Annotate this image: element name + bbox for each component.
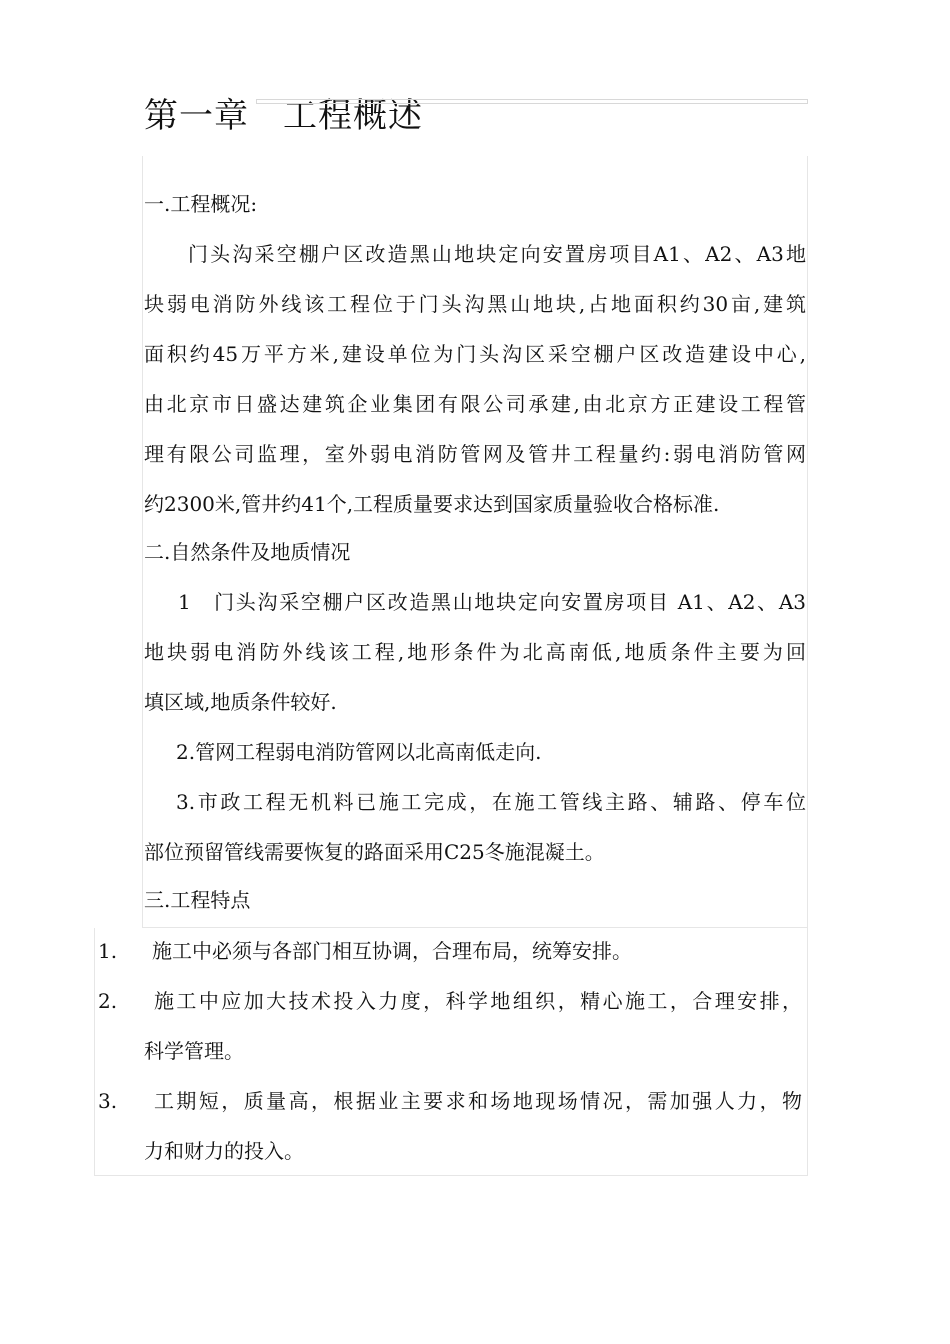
overview-line-5: 理有限公司监理，室外弱电消防管网及管井工程量约:弱电消防管网 — [144, 442, 806, 466]
feature-3-line-1: 工期短，质量高，根据业主要求和场地现场情况，需加强人力，物 — [154, 1089, 802, 1113]
conditions-item3-line-2: 部位预留管线需要恢复的路面采用C25冬施混凝土。 — [144, 840, 605, 864]
overview-line-2: 块弱电消防外线该工程位于门头沟黑山地块,占地面积约30亩,建筑 — [144, 292, 806, 316]
feature-number-1: 1. — [98, 939, 118, 963]
section-heading-natural-conditions: 二.自然条件及地质情况 — [144, 540, 351, 564]
chapter-number: 第一章 — [144, 96, 249, 136]
conditions-item1-line-2: 地块弱电消防外线该工程,地形条件为北高南低,地质条件主要为回 — [144, 640, 806, 664]
feature-3-line-2: 力和财力的投入。 — [144, 1139, 304, 1163]
feature-2-line-2: 科学管理。 — [144, 1039, 244, 1063]
conditions-item3-line-1: 3.市政工程无机料已施工完成，在施工管线主路、辅路、停车位 — [176, 790, 806, 814]
feature-number-2: 2. — [98, 989, 118, 1013]
title-rule — [256, 99, 808, 104]
overview-line-6: 约2300米,管井约41个,工程质量要求达到国家质量验收合格标准. — [144, 492, 720, 516]
conditions-item2: 2.管网工程弱电消防管网以北高南低走向. — [176, 740, 542, 764]
feature-1-line-1: 施工中必须与各部门相互协调，合理布局，统筹安排。 — [152, 939, 632, 963]
conditions-item1-line-1: 1 门头沟采空棚户区改造黑山地块定向安置房项目 A1、A2、A3 — [178, 590, 806, 614]
conditions-item1-line-3: 填区域,地质条件较好. — [144, 690, 337, 714]
feature-2-line-1: 施工中应加大技术投入力度，科学地组织，精心施工，合理安排， — [154, 989, 802, 1013]
chapter-name: 工程概述 — [283, 96, 423, 136]
overview-line-1: 门头沟采空棚户区改造黑山地块定向安置房项目A1、A2、A3地 — [188, 242, 806, 266]
section-heading-features: 三.工程特点 — [144, 888, 251, 912]
section-heading-overview: 一.工程概况: — [144, 192, 258, 216]
overview-line-3: 面积约45万平方米,建设单位为门头沟区采空棚户区改造建设中心, — [144, 342, 806, 366]
feature-number-3: 3. — [98, 1089, 118, 1113]
overview-line-4: 由北京市日盛达建筑企业集团有限公司承建,由北京方正建设工程管 — [144, 392, 806, 416]
